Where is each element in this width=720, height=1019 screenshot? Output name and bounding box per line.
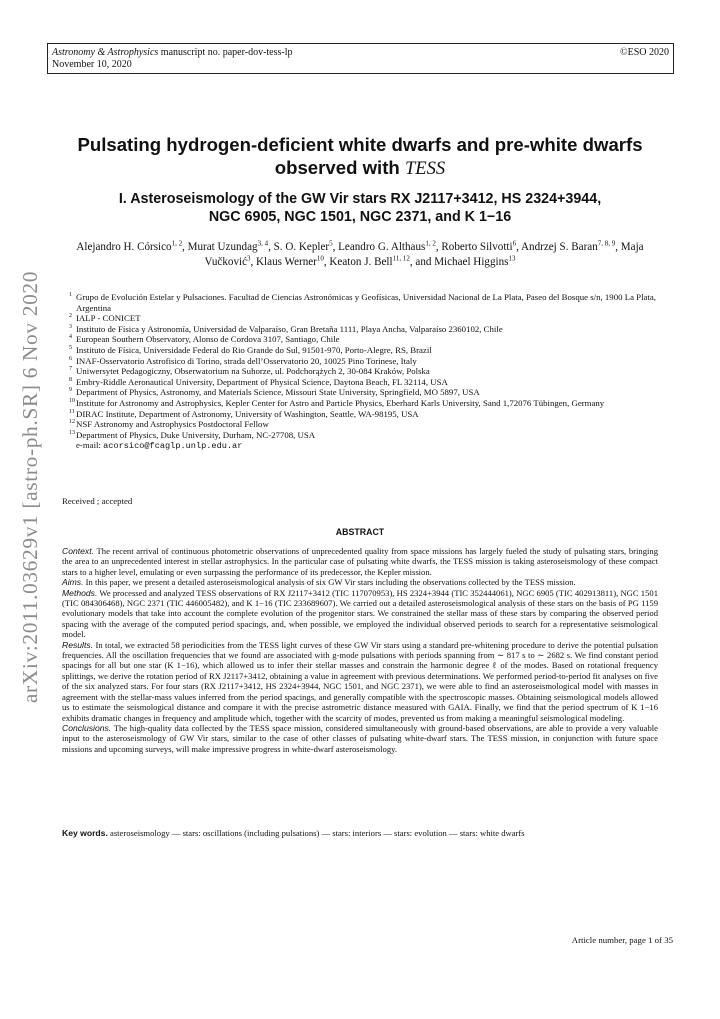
- methods-label: Methods.: [62, 587, 98, 598]
- conclusions-text: The high-quality data collected by the TESS space mission, considered simultaneously with ground-based observations, are able to provide a very valuable input to the asteroseismology of GW Vir stars, similar to the case of other classes of pulsating white-dwarf stars. The TESS mission, in conjunction with future space missions and upcoming surveys, will make impressive progress in white-dwarf asteroseismology.: [62, 722, 658, 754]
- affiliation-text: Embry-Riddle Aeronautical University, Department of Physical Science, Daytona Beach, FL 32114, USA: [76, 376, 448, 387]
- affiliation-text: Department of Physics, Astronomy, and Materials Science, Missouri State University, Springfield, MO 5897, USA: [76, 387, 480, 398]
- author-affiliation-marks: 6: [512, 239, 517, 248]
- affiliation-number: 9: [69, 387, 72, 394]
- author-name: Alejandro H. Córsico: [76, 241, 172, 253]
- paper-title: [60, 133, 660, 180]
- received-line: Received ; accepted: [62, 496, 133, 506]
- author-separator: ,: [268, 241, 274, 253]
- affiliation-text: Instituto de Física y Astronomía, Universidad de Valparaíso, Gran Bretaña 1111, Playa Ancha, Valparaíso 2360102, Chile: [76, 323, 503, 334]
- abstract-aims: [62, 577, 658, 587]
- affiliation-text: Uniwersytet Pedagogiczny, Obserwatorium na Suhorze, ul. Podchorążych 2, 30-084 Kraków, Polska: [76, 366, 430, 377]
- author-separator: ,: [435, 241, 442, 253]
- running-header: [47, 43, 674, 74]
- title-line-1: Pulsating hydrogen-deficient white dwarfs and pre-white dwarfs: [77, 134, 643, 155]
- aims-text: In this paper, we present a detailed asteroseismological analysis of six GW Vir stars including the observations collected by the TESS mission.: [83, 577, 576, 588]
- context-label: Context.: [62, 546, 95, 556]
- abstract-context: [62, 546, 658, 577]
- context-text: The recent arrival of continuous photometric observations of unprecedented quality from space missions has largely fueled the study of pulsating stars, bringing the area to an unprecedented interest in stellar astrophysics. In the particular case of pulsating white dwarfs, the TESS mission is taking asteroseismology of these compact stars to a higher level, emulating or even surpassing the performance of its predecessor, the Kepler mission.: [62, 546, 658, 577]
- keywords-label: Key words.: [62, 828, 108, 838]
- affiliation-item: [69, 419, 666, 430]
- affiliation-number: 10: [69, 397, 75, 404]
- abstract-heading: ABSTRACT: [335, 527, 385, 537]
- author-name: Roberto Silvotti: [441, 241, 513, 253]
- author-list: [62, 240, 658, 270]
- affiliation-text: INAF-Osservatorio Astrofisico di Torino, strada dell’Osservatorio 20, 10025 Pino Torinese, Italy: [76, 355, 417, 366]
- author-affiliation-marks: 11, 12: [392, 254, 410, 263]
- paper-subtitle: [60, 190, 660, 226]
- affiliation-text: IALP - CONICET: [76, 313, 141, 324]
- affiliation-text: Grupo de Evolución Estelar y Pulsaciones. Facultad de Ciencias Astronómicas y Geofísicas, Universidad Nacional de La Plata, Paseo del Bosque s/n, 1900 La Plata, Argentina: [76, 292, 656, 313]
- aims-label: Aims.: [62, 577, 84, 588]
- email-line: [76, 440, 666, 452]
- affiliation-text: Instituto de Física, Universidade Federal do Rio Grande do Sul, 91501-970, Porto-Alegre, RS, Brazil: [76, 344, 432, 355]
- author-affiliation-marks: 10: [316, 254, 324, 263]
- author-separator: ,: [323, 256, 330, 268]
- abstract-methods: [62, 588, 658, 640]
- affiliation-text: European Southern Observatory, Alonso de Cordova 3107, Santiago, Chile: [76, 334, 340, 345]
- journal-name: Astronomy & Astrophysics: [52, 47, 159, 58]
- email-label: e-mail:: [76, 440, 104, 451]
- affiliation-number: 7: [69, 366, 72, 373]
- email-address[interactable]: acorsico@fcaglp.unlp.edu.ar: [103, 441, 243, 452]
- affiliation-item: [69, 313, 666, 324]
- affiliation-item: [69, 387, 666, 398]
- affiliation-item: [69, 397, 666, 409]
- affiliation-item: [69, 429, 666, 441]
- affiliation-number: 8: [69, 376, 72, 383]
- affiliation-item: [69, 292, 666, 313]
- affiliation-number: 4: [69, 334, 72, 341]
- author-name: Keaton J. Bell: [329, 256, 393, 268]
- header-left: [52, 47, 669, 71]
- title-line-2: observed with: [274, 157, 405, 178]
- author-name: Murat Uzundag: [187, 241, 258, 253]
- results-label: Results.: [62, 639, 94, 650]
- subtitle-line-2: NGC 6905, NGC 1501, NGC 2371, and K 1−16: [208, 209, 512, 225]
- title-tess: TESS: [404, 158, 446, 179]
- author-separator: ,: [615, 241, 621, 253]
- affiliation-item: [69, 408, 666, 420]
- affiliation-item: [69, 344, 666, 356]
- affiliation-item: [69, 323, 666, 335]
- affiliation-text: DIRAC Institute, Department of Astronomy, University of Washington, Seattle, WA-98195, USA: [76, 408, 419, 419]
- author-name: Michael Higgins: [434, 256, 509, 268]
- affiliation-number: 5: [69, 344, 72, 351]
- arxiv-stamp: arXiv:2011.03629v1 [astro-ph.SR] 6 Nov 2020: [18, 270, 42, 704]
- affiliation-item: [69, 366, 666, 377]
- affiliation-number: 3: [69, 323, 72, 330]
- results-text: In total, we extracted 58 periodicities from the TESS light curves of these GW Vir stars using a standard pre-whitening procedure to derive the potential pulsation frequencies. All the oscillation frequencies that we found are associated with g-mode pulsations with periods spanning from ∼ 817 s to ∼ 2682 s. We find constant period spacings for all but one star (K 1−16), which allowed us to infer their stellar masses and constrain the harmonic degree ℓ of the modes. Based on rotational frequency splittings, we derive the rotation period of RX J2117+3412, obtaining a value in agreement with previous determinations. We performed period-to-period fit analyses on five of the six analyzed stars. For four stars (RX J2117+3412, HS 2324+3944, NGC 1501, and NGC 2371), we were able to find an asteroseismological model with masses in agreement with the stellar-mass values inferred from the period spacings, and generally compatible with the spectroscopic masses. Obtaining seismological models allowed us to estimate the seismological distance and compare it with the precise astrometric distance measured with GAIA. Finally, we find that the period spectrum of K 1−16 exhibits dramatic changes in frequency and amplitude which, together with the scarcity of modes, prevented us from making a meaningful seismological modeling.: [62, 639, 658, 723]
- affiliation-list: [69, 292, 666, 452]
- affiliation-number: 2: [69, 313, 72, 320]
- author-affiliation-marks: 7, 8, 9: [597, 239, 616, 248]
- affiliation-text: NSF Astronomy and Astrophysics Postdoctoral Fellow: [76, 419, 269, 430]
- keywords: [62, 828, 658, 838]
- author-name: Klaus Werner: [256, 256, 317, 268]
- author-affiliation-marks: 1, 2: [171, 239, 183, 248]
- affiliation-item: [69, 334, 666, 345]
- author-separator: ,: [516, 241, 522, 253]
- author-affiliation-marks: 5: [329, 239, 333, 248]
- manuscript-id: manuscript no. paper-dov-tess-lp: [158, 47, 293, 58]
- abstract-body: [62, 546, 658, 754]
- affiliation-number: 13: [69, 429, 75, 436]
- author-affiliation-marks: 3, 4: [257, 239, 269, 248]
- author-affiliation-marks: 1, 2: [425, 239, 436, 248]
- header-date: November 10, 2020: [52, 59, 132, 70]
- methods-text: We processed and analyzed TESS observations of RX J2117+3412 (TIC 117070953), HS 2324+3944 (TIC 352444061), NGC 6905 (TIC 402913811), NGC 1501 (TIC 084306468), NGC 2371 (TIC 446005482), and K 1−16 (TIC 233689607). We carried out a detailed asteroseismological analysis of these stars on the basis of PG 1159 evolutionary models that take into account the complete evolution of the progenitor stars. We constrained the stellar mass of these stars by comparing the observed period spacing with the average of the computed period spacings, and, when possible, we employed the individual observed periods to search for a representative seismological model.: [62, 587, 658, 640]
- author-name: S. O. Kepler: [273, 241, 330, 253]
- author-separator: ,: [182, 241, 188, 253]
- affiliation-number: 12: [69, 419, 75, 426]
- conclusions-label: Conclusions.: [62, 722, 112, 733]
- affiliation-number: 6: [69, 355, 72, 362]
- author-separator: ,: [332, 241, 339, 253]
- subtitle-line-1: I. Asteroseismology of the GW Vir stars RX J2117+3412, HS 2324+3944,: [118, 191, 602, 207]
- author-separator: ,: [250, 256, 257, 268]
- affiliation-text: Institute for Astronomy and Astrophysics, Kepler Center for Astro and Particle Physics, Eberhard Karls University, Sand 1,72076 Tübingen, Germany: [76, 397, 605, 408]
- abstract-conclusions: [62, 723, 658, 754]
- affiliation-text: Department of Physics, Duke University, Durham, NC-27708, USA: [76, 429, 316, 440]
- author-affiliation-marks: 13: [508, 254, 516, 263]
- affiliation-item: [69, 376, 666, 388]
- author-name: Andrzej S. Baran: [521, 241, 598, 253]
- affiliation-number: 11: [69, 408, 75, 415]
- author-affiliation-marks: 3: [247, 254, 251, 263]
- affiliation-item: [69, 355, 666, 367]
- affiliation-number: 1: [69, 292, 72, 298]
- author-separator: , and: [409, 256, 435, 268]
- keywords-text: asteroseismology — stars: oscillations (including pulsations) — stars: interiors — stars: evolution — stars: white dwarfs: [110, 828, 525, 838]
- author-name: Maja Vučković: [204, 241, 644, 268]
- page-number: Article number, page 1 of 35: [571, 935, 673, 945]
- author-name: Leandro G. Althaus: [338, 241, 426, 253]
- copyright: ©ESO 2020: [620, 47, 669, 58]
- abstract-results: [62, 640, 658, 723]
